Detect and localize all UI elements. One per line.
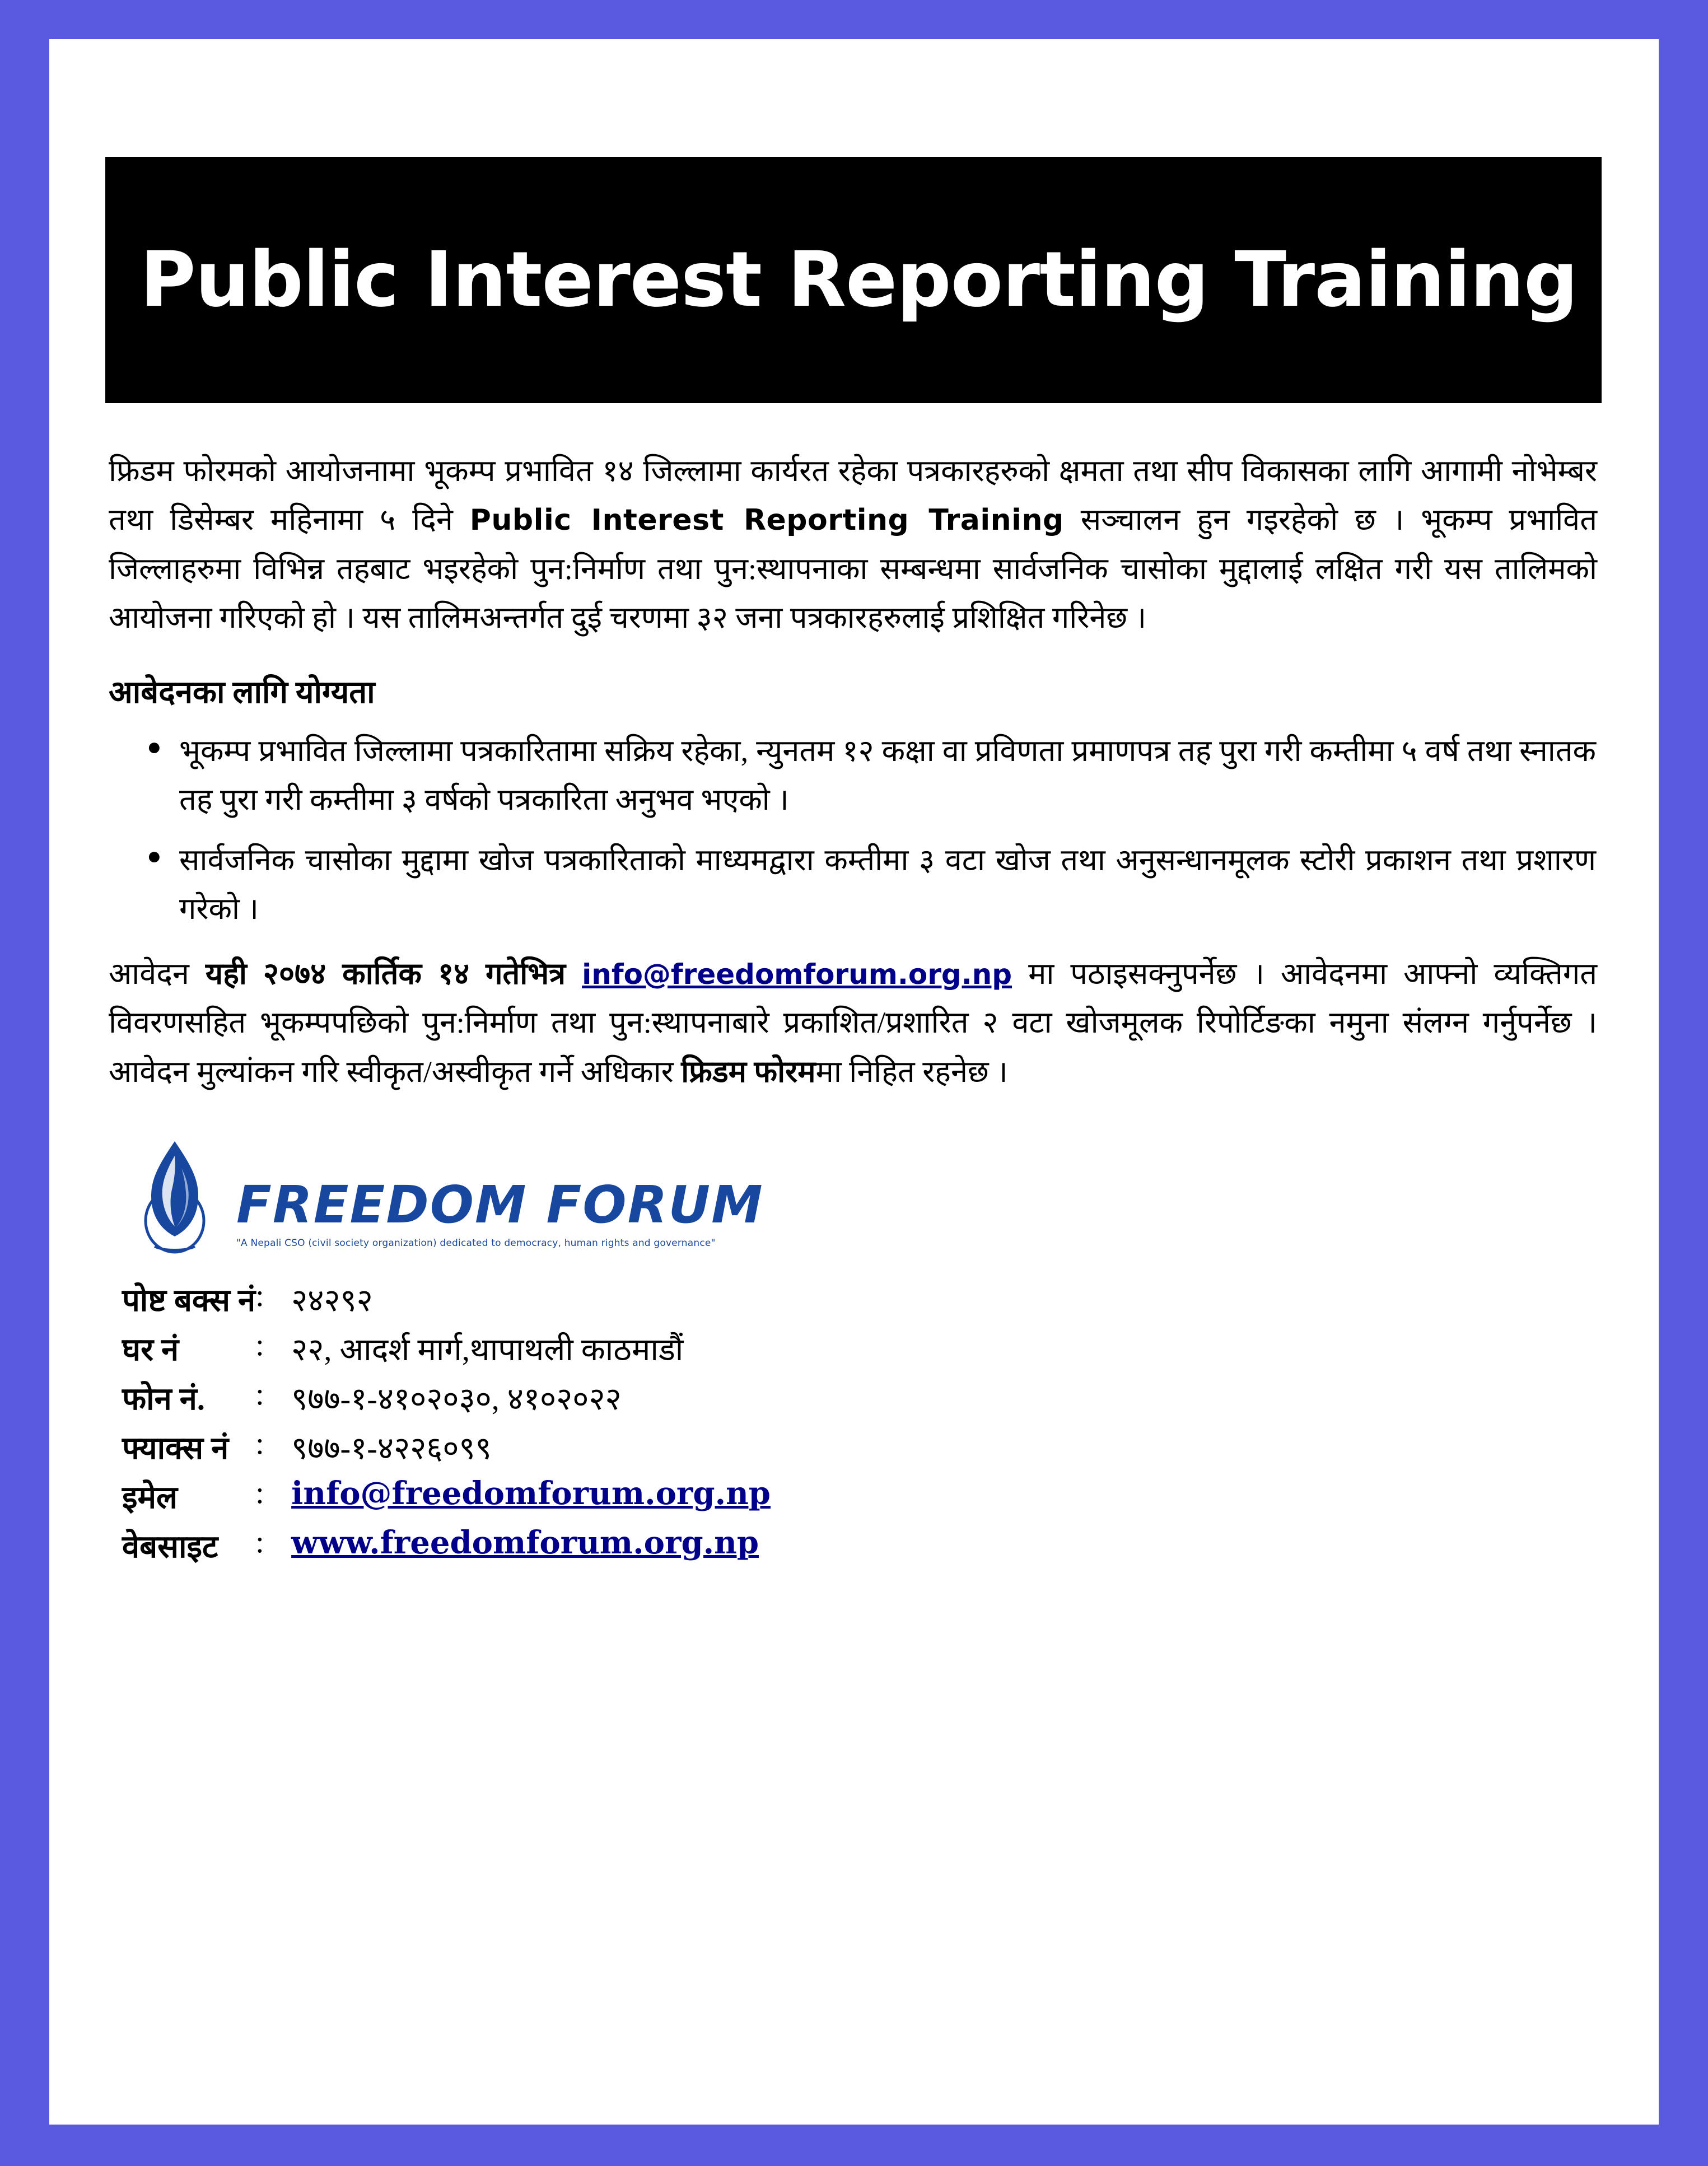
list-item (147, 727, 1602, 825)
table-row (122, 1275, 771, 1324)
table-row (122, 1422, 771, 1472)
list-item (147, 836, 1602, 934)
table-row (122, 1324, 771, 1373)
application-text-3: मा निहित रहनेछ । (815, 1054, 1008, 1089)
title-banner (105, 157, 1602, 403)
contact-colon: : (255, 1278, 264, 1314)
contact-colon: : (255, 1476, 264, 1511)
contact-colon: : (255, 1328, 264, 1363)
logo-text-block (236, 1175, 764, 1254)
contact-value: २२, आदर्श मार्ग,थापाथली काठमाडौं (291, 1333, 684, 1368)
contact-label: वेबसाइट (122, 1530, 218, 1565)
email-link[interactable]: info@freedomforum.org.np (291, 1475, 771, 1513)
contact-label: फ्याक्स नं (122, 1431, 229, 1467)
application-deadline: यही २०७४ कार्तिक १४ गतेभित्र (205, 956, 582, 991)
bullet-icon: ● (147, 732, 162, 760)
eligibility-list (105, 727, 1602, 934)
contact-value: ९७७-१-४२२६०९९ (291, 1431, 492, 1467)
intro-text-part2: सञ्चालन हुन गइरहेको छ । भूकम्प प्रभावित जिल्लाहरुमा विभिन्न तहबाट भइरहेको पुन:निर्माण तथा पुन:स्थापनाका सम्बन्धमा सार्वजनिक चासोका मुद्दालाई लक्षित गरी यस तालिमको आयोजना गरिएको हो । यस तालिमअन्तर्गत दुई चरणमा ३२ जना पत्रकारहरुलाई प्रशिक्षित गरिनेछ । (109, 503, 1597, 635)
application-email-link[interactable]: info@freedomforum.org.np (582, 958, 1012, 991)
contact-colon: : (255, 1426, 264, 1462)
contact-colon: : (255, 1377, 264, 1412)
application-text-2: मा पठाइसक्नुपर्नेछ । आवेदनमा आफ्नो व्यक्तिगत विवरणसहित भूकम्पपछिको पुन:निर्माण तथा पुन:स्थापनाबारे प्रकाशित/प्रशारित २ वटा खोजमूलक रिपोर्टिङका नमुना संलग्न गर्नुपर्नेछ । आवेदन मुल्यांकन गरि स्वीकृत/अस्वीकृत गर्ने अधिकार (109, 956, 1598, 1089)
page-title: Public Interest Reporting Training (140, 235, 1578, 324)
contact-value: २४२९२ (291, 1283, 373, 1319)
bullet-icon: ● (147, 842, 162, 870)
logo-wordmark: FREEDOM FORUM (236, 1175, 764, 1235)
application-organization: फ्रिडम फोरम (681, 1054, 816, 1089)
table-row (122, 1521, 771, 1570)
contact-label: पोष्ट बक्स नं (122, 1283, 256, 1319)
eligibility-heading: आबेदनका लागि योग्यता (109, 675, 375, 710)
contact-label: इमेल (122, 1481, 178, 1516)
application-text-1: आवेदन (109, 956, 206, 991)
table-row (122, 1472, 771, 1521)
intro-training-name: Public Interest Reporting Training (469, 503, 1064, 538)
intro-paragraph (105, 447, 1602, 643)
poster-content (105, 157, 1602, 1570)
table-row (122, 1373, 771, 1422)
logo-tagline: "A Nepali CSO (civil society organization) dedicated to democracy, human rights and governance" (236, 1238, 716, 1249)
contact-value (291, 1521, 771, 1570)
contact-details-table (122, 1275, 771, 1570)
contact-label: घर नं (122, 1333, 179, 1368)
intro-text-part1: फ्रिडम फोरमको आयोजनामा भूकम्प प्रभावित १४ जिल्लामा कार्यरत रहेका पत्रकारहरुको क्षमता तथा सीप विकासका लागि आगामी नोभेम्बर तथा डिसेम्बर महिनामा ५ दिने (109, 454, 1597, 537)
contact-value (291, 1472, 771, 1521)
application-paragraph (105, 950, 1602, 1096)
list-item-text: सार्वजनिक चासोका मुद्दामा खोज पत्रकारिताको माध्यमद्वारा कम्तीमा ३ वटा खोज तथा अनुसन्धानमूलक स्टोरी प्रकाशन तथा प्रशारण गरेको । (179, 843, 1596, 926)
flame-bird-icon (125, 1137, 224, 1254)
website-link[interactable]: www.freedomforum.org.np (291, 1524, 759, 1562)
contact-colon: : (255, 1525, 264, 1560)
list-item-text: भूकम्प प्रभावित जिल्लामा पत्रकारितामा सक्रिय रहेका, न्युनतम १२ कक्षा वा प्रविणता प्रमाणपत्र तह पुरा गरी कम्तीमा ५ वर्ष तथा स्नातक तह पुरा गरी कम्तीमा ३ वर्षको पत्रकारिता अनुभव भएको । (179, 734, 1596, 817)
contact-value: ९७७-१-४१०२०३०, ४१०२०२२ (291, 1382, 622, 1417)
organization-logo (125, 1137, 1602, 1254)
contact-label: फोन नं. (122, 1382, 205, 1417)
